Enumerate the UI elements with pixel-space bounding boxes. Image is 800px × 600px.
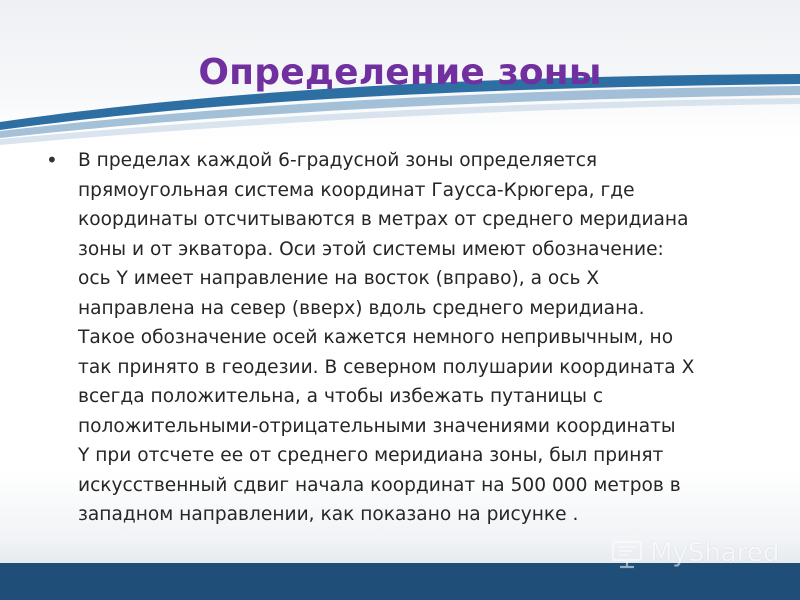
text-line: всегда положительна, а чтобы избежать путаницы с bbox=[78, 386, 604, 407]
text-line: положительными-отрицательными значениями координаты bbox=[78, 415, 676, 437]
text-line: искусственный сдвиг начала координат на 500 000 метров в bbox=[78, 474, 681, 496]
slide-title: Определение зоны bbox=[198, 52, 602, 93]
text-line: прямоугольная система координат Гаусса-Крюгера, где bbox=[78, 179, 635, 201]
watermark-text: MyShared bbox=[650, 538, 780, 568]
text-line: В пределах каждой 6-градусной зоны определяется bbox=[78, 150, 598, 171]
text-line: так принято в геодезии. В северном полушарии координата X bbox=[78, 356, 695, 378]
text-line: ось Y имеет направление на восток (вправо), а ось X bbox=[78, 268, 600, 289]
watermark bbox=[610, 533, 779, 573]
text-line: координаты отсчитываются в метрах от среднего меридиана bbox=[78, 209, 689, 230]
text-line: Такое обозначение осей кажется немного непривычным, но bbox=[78, 327, 674, 348]
presentation-board-icon bbox=[610, 536, 644, 570]
slide-body bbox=[44, 146, 764, 530]
text-line: направлена на север (вверх) вдоль среднего меридиана. bbox=[78, 297, 645, 319]
text-line: зоны и от экватора. Оси этой системы имеют обозначение: bbox=[78, 238, 664, 260]
bullet-icon: • bbox=[46, 148, 58, 172]
bullet-text bbox=[78, 146, 764, 530]
text-line: западном направлении, как показано на рисунке . bbox=[78, 504, 579, 525]
bullet-item bbox=[44, 146, 764, 530]
text-line: Y при отсчете ее от среднего меридиана зоны, был принят bbox=[78, 445, 664, 466]
